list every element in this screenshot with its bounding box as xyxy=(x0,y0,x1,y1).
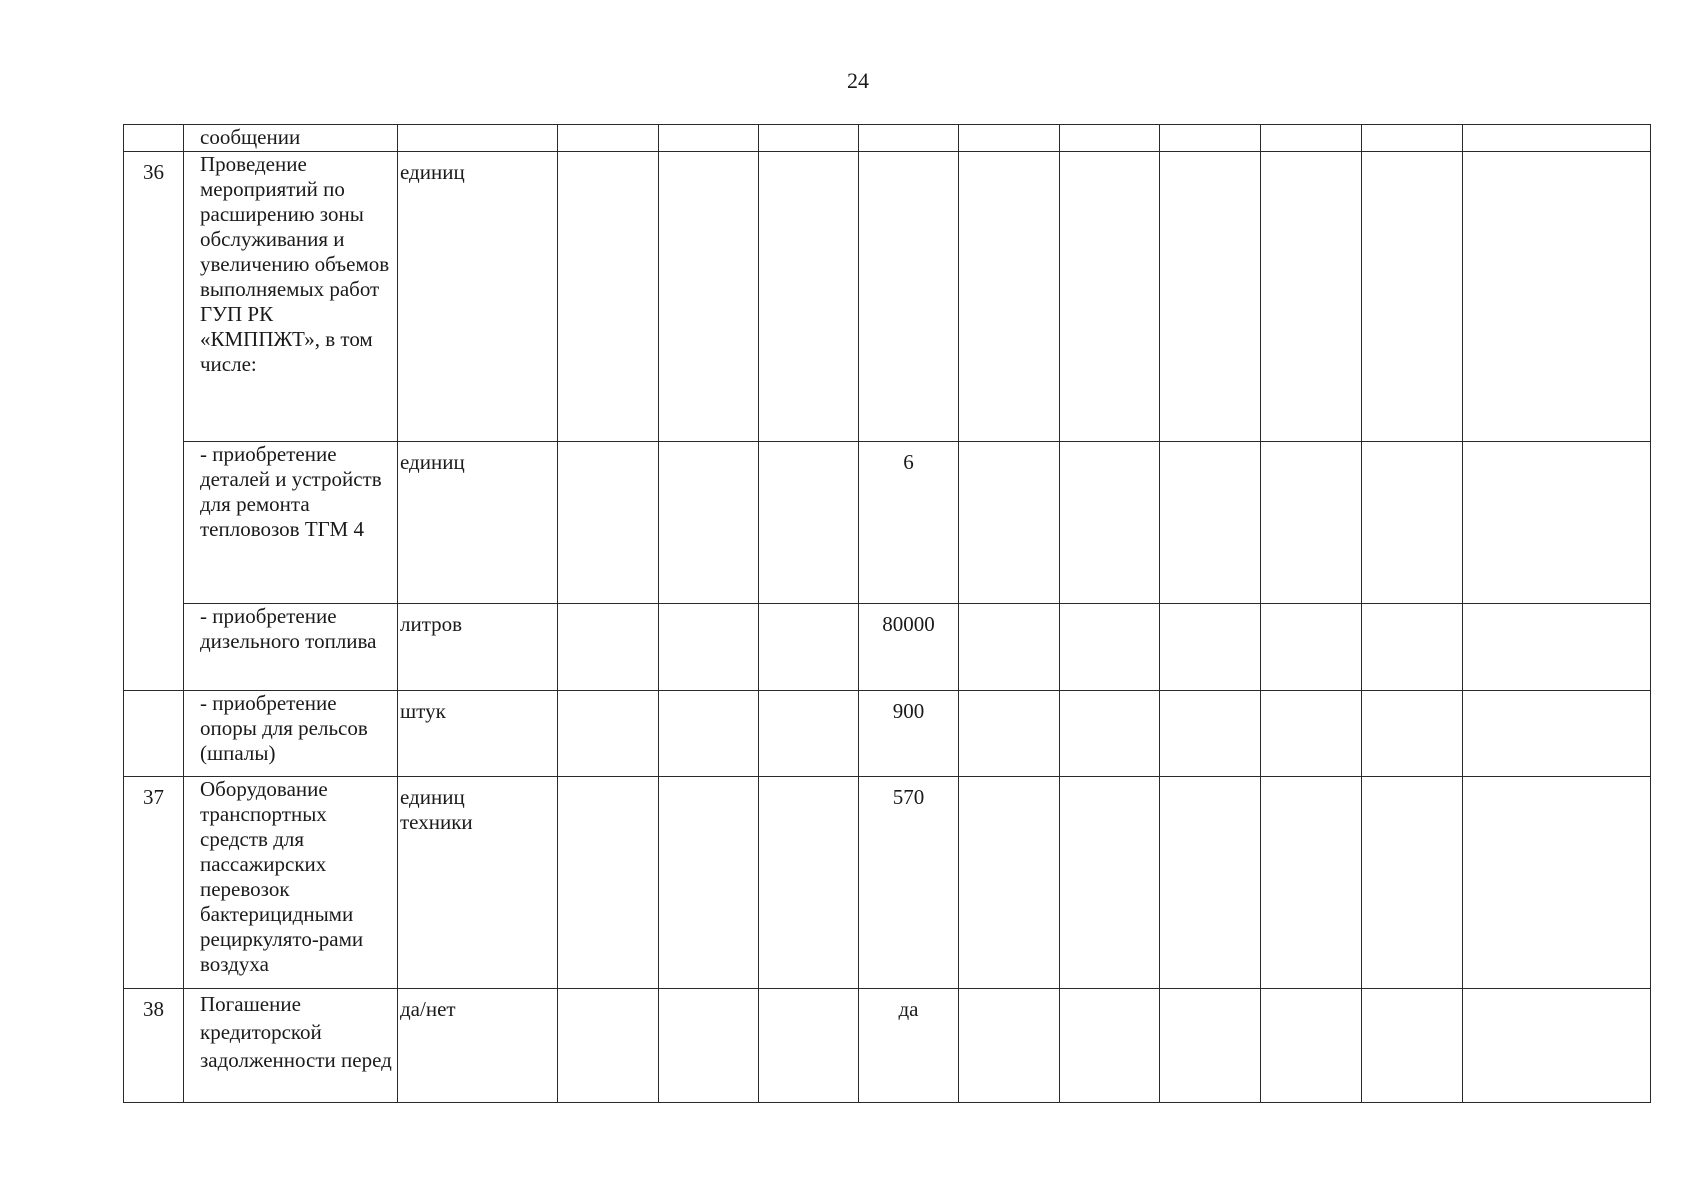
value-cell xyxy=(1160,152,1261,442)
value-cell xyxy=(1463,777,1651,989)
value-cell xyxy=(558,125,659,152)
value-cell: 900 xyxy=(859,691,959,777)
row-number xyxy=(124,125,184,152)
value-cell: 80000 xyxy=(859,604,959,691)
value-cell xyxy=(1362,442,1463,604)
indicators-table xyxy=(123,124,1651,1103)
value-cell xyxy=(1362,777,1463,989)
value-cell xyxy=(1060,125,1160,152)
unit-cell: единиц xyxy=(398,152,558,442)
value-cell xyxy=(1060,604,1160,691)
indicator-name: - приобретение деталей и устройств для ремонта тепловозов ТГМ 4 xyxy=(184,442,398,604)
value-cell xyxy=(659,989,759,1103)
indicator-name: сообщении xyxy=(184,125,398,152)
unit-cell: литров xyxy=(398,604,558,691)
value-cell xyxy=(1060,989,1160,1103)
value-cell: 570 xyxy=(859,777,959,989)
value-cell xyxy=(1060,152,1160,442)
value-cell xyxy=(1261,442,1362,604)
table-row xyxy=(124,604,1651,691)
value-cell xyxy=(1463,442,1651,604)
table-row xyxy=(124,152,1651,442)
value-cell xyxy=(1261,152,1362,442)
value-cell xyxy=(1261,777,1362,989)
value-cell xyxy=(859,125,959,152)
indicator-name: - приобретение опоры для рельсов (шпалы) xyxy=(184,691,398,777)
value-cell xyxy=(1362,152,1463,442)
table-row xyxy=(124,777,1651,989)
value-cell xyxy=(659,125,759,152)
value-cell xyxy=(859,152,959,442)
table-row xyxy=(124,125,1651,152)
value-cell xyxy=(959,691,1060,777)
value-cell xyxy=(1160,604,1261,691)
row-number xyxy=(124,691,184,777)
value-cell xyxy=(1463,125,1651,152)
row-number: 37 xyxy=(124,777,184,989)
value-cell xyxy=(759,777,859,989)
value-cell xyxy=(1463,152,1651,442)
value-cell xyxy=(759,442,859,604)
unit-cell: штук xyxy=(398,691,558,777)
row-number: 38 xyxy=(124,989,184,1103)
value-cell xyxy=(558,152,659,442)
page-number: 24 xyxy=(847,68,869,93)
value-cell xyxy=(959,125,1060,152)
value-cell xyxy=(1261,989,1362,1103)
value-cell xyxy=(1160,691,1261,777)
value-cell xyxy=(759,152,859,442)
value-cell xyxy=(1261,691,1362,777)
value-cell xyxy=(1160,989,1261,1103)
value-cell xyxy=(659,777,759,989)
value-cell xyxy=(659,152,759,442)
indicator-name: - приобретение дизельного топлива xyxy=(184,604,398,691)
indicator-name: Погашение кредиторской задолженности перед xyxy=(184,989,398,1103)
value-cell xyxy=(1060,442,1160,604)
value-cell: да xyxy=(859,989,959,1103)
table-row xyxy=(124,442,1651,604)
value-cell xyxy=(959,152,1060,442)
value-cell xyxy=(1261,125,1362,152)
value-cell xyxy=(759,691,859,777)
value-cell xyxy=(1160,777,1261,989)
table-row xyxy=(124,691,1651,777)
value-cell xyxy=(1261,604,1362,691)
indicator-name: Оборудование транспортных средств для пассажирских перевозок бактерицидными рециркулято-рами воздуха xyxy=(184,777,398,989)
value-cell xyxy=(1060,777,1160,989)
value-cell xyxy=(759,125,859,152)
value-cell xyxy=(759,989,859,1103)
value-cell: 6 xyxy=(859,442,959,604)
value-cell xyxy=(1463,691,1651,777)
value-cell xyxy=(959,442,1060,604)
unit-cell: единиц техники xyxy=(398,777,558,989)
unit-cell: да/нет xyxy=(398,989,558,1103)
value-cell xyxy=(558,604,659,691)
value-cell xyxy=(1463,604,1651,691)
value-cell xyxy=(558,777,659,989)
value-cell xyxy=(1362,691,1463,777)
value-cell xyxy=(659,442,759,604)
value-cell xyxy=(558,442,659,604)
value-cell xyxy=(659,604,759,691)
value-cell xyxy=(959,989,1060,1103)
table-row xyxy=(124,989,1651,1103)
value-cell xyxy=(1362,125,1463,152)
value-cell xyxy=(558,691,659,777)
value-cell xyxy=(659,691,759,777)
value-cell xyxy=(1160,442,1261,604)
row-number: 36 xyxy=(124,152,184,691)
value-cell xyxy=(558,989,659,1103)
value-cell xyxy=(959,777,1060,989)
indicator-name: Проведение мероприятий по расширению зоны обслуживания и увеличению объемов выполняемых работ ГУП РК «КМППЖТ», в том числе: xyxy=(184,152,398,442)
value-cell xyxy=(759,604,859,691)
value-cell xyxy=(1362,604,1463,691)
unit-cell: единиц xyxy=(398,442,558,604)
value-cell xyxy=(1160,125,1261,152)
unit-cell xyxy=(398,125,558,152)
value-cell xyxy=(1463,989,1651,1103)
value-cell xyxy=(1060,691,1160,777)
value-cell xyxy=(959,604,1060,691)
value-cell xyxy=(1362,989,1463,1103)
